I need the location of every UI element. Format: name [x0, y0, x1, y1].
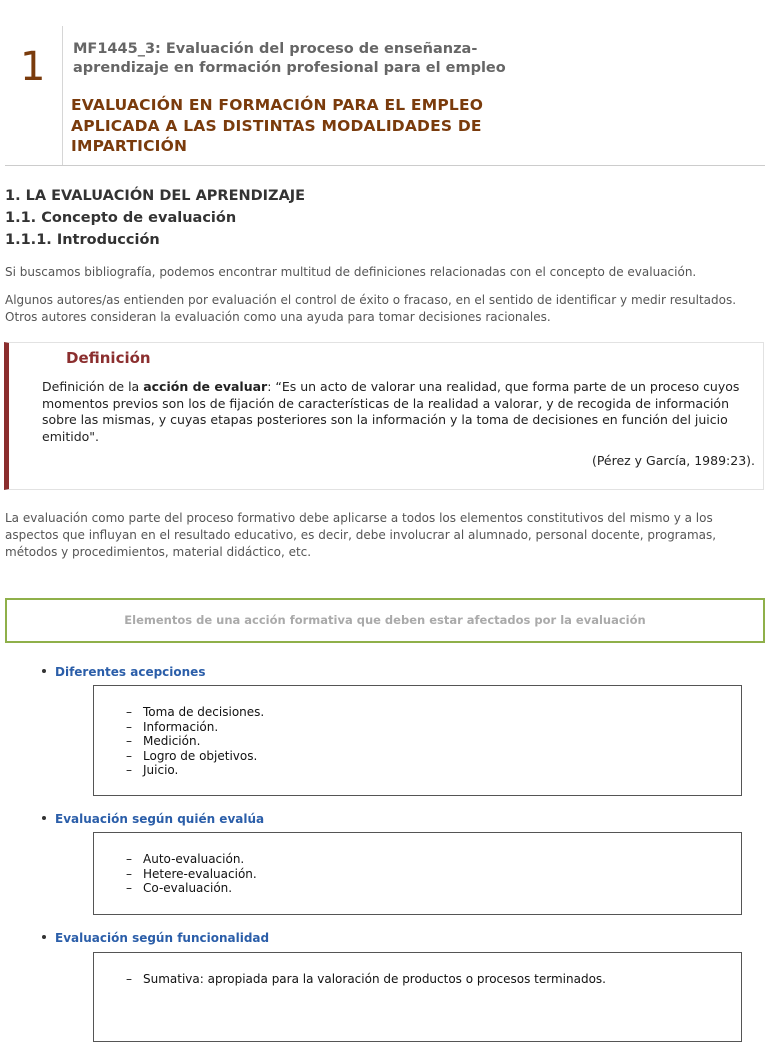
acepciones-list: [126, 705, 264, 778]
list-item: – Logro de objetivos.: [126, 748, 258, 763]
bullet-label: Evaluación según funcionalidad: [55, 931, 270, 945]
section-title: EVALUACIÓN EN FORMACIÓN PARA EL EMPLEO APLICADA A LAS DISTINTAS MODALIDADES DE IMPARTICIÓN: [71, 96, 484, 155]
paragraph-evaluation-scope: La evaluación como parte del proceso formativo debe aplicarse a todos los elementos constitutivos del mismo y a los aspectos que influyan en el resultado educativo, es decir, debe involucrar al alumnado, personal docente, programas, métodos y procedimientos, material didáctico, etc.: [5, 511, 717, 559]
chapter-number: 1: [20, 44, 46, 90]
definition-term: acción de evaluar: [143, 379, 268, 394]
paragraph-intro: Si buscamos bibliografía, podemos encontrar multitud de definiciones relacionadas con el concepto de evaluación.: [5, 265, 697, 279]
chapter-header: [0, 26, 768, 166]
funcionalidad-list: [126, 972, 606, 987]
list-item: – Auto-evaluación.: [126, 852, 245, 866]
definition-text-start: Definición de la: [42, 379, 144, 394]
bullet-dot: [42, 935, 46, 939]
bullet-dot: [42, 816, 46, 820]
elements-caption: Elementos de una acción formativa que deben estar afectados por la evaluación: [124, 613, 646, 627]
heading-level-2: 1.1. Concepto de evaluación: [5, 210, 237, 226]
heading-level-3: 1.1.1. Introducción: [5, 232, 160, 248]
definition-box: [4, 342, 764, 490]
definition-text-end: : “Es un acto de valorar una realidad, que forma parte de un proceso cuyos momentos previos son los de fijación de características de la realidad a valorar, y de recogida de información sobre las mismas, y cuyas etapas posteriores son la información y la toma de decisiones en función del juicio emitido".: [42, 379, 740, 444]
list-item: – Información.: [126, 719, 219, 734]
list-item: – Toma de decisiones.: [126, 705, 265, 719]
header-divider: [62, 26, 63, 166]
heading-level-1: 1. LA EVALUACIÓN DEL APRENDIZAJE: [5, 188, 306, 204]
list-item: – Co-evaluación.: [126, 881, 233, 895]
list-box-quien-evalua: [93, 832, 742, 915]
list-box-acepciones: [93, 685, 742, 796]
definition-text: [42, 379, 762, 445]
bullet-label: Diferentes acepciones: [55, 665, 206, 679]
list-box-funcionalidad: [93, 952, 742, 1042]
list-item: – Hetere-evaluación.: [126, 866, 257, 881]
bullet-segun-quien-evalua: [42, 812, 264, 826]
bullet-label: Evaluación según quién evalúa: [55, 812, 265, 826]
bullet-diferentes-acepciones: [42, 665, 205, 679]
definition-title: Definición: [66, 349, 151, 367]
bullet-dot: [42, 669, 46, 673]
paragraph-authors: Algunos autores/as entienden por evaluación el control de éxito o fracaso, en el sentido de identificar y medir resultados. Otros autores consideran la evaluación como una ayuda para tomar decisiones racionales.: [5, 293, 737, 324]
definition-source: (Pérez y García, 1989:23).: [591, 453, 755, 468]
bullet-segun-funcionalidad: [42, 931, 269, 945]
elements-caption-box: [5, 598, 765, 643]
header-rule: [5, 165, 765, 166]
list-item: – Medición.: [126, 734, 201, 748]
module-title: MF1445_3: Evaluación del proceso de enseñanza-aprendizaje en formación profesional para el empleo: [73, 41, 506, 76]
list-item: – Sumativa: apropiada para la valoración de productos o procesos terminados.: [126, 972, 606, 986]
quien-evalua-list: [126, 852, 257, 896]
list-item: – Juicio.: [126, 763, 179, 777]
